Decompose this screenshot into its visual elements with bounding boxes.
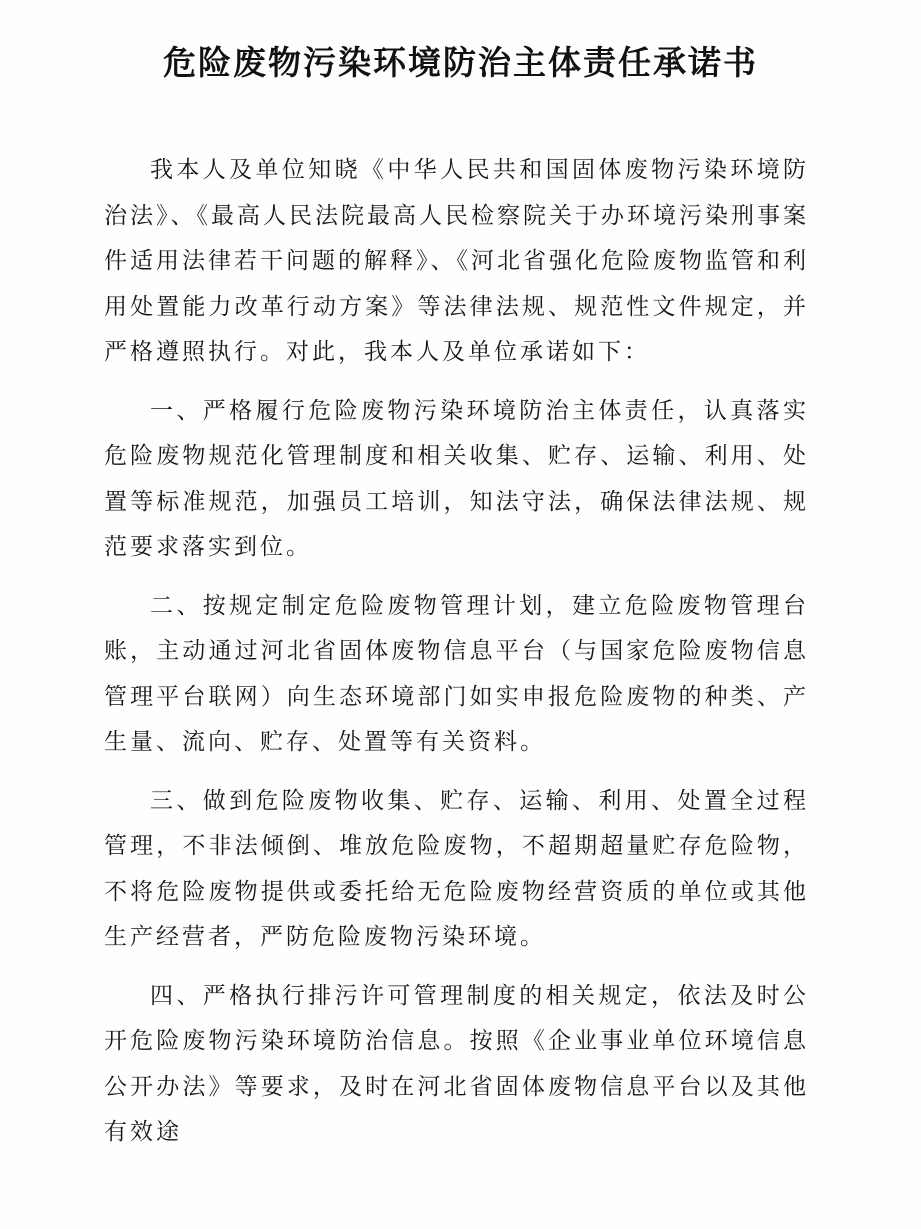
paragraph-commitment-3: 三、做到危险废物收集、贮存、运输、利用、处置全过程管理，不非法倾倒、堆放危险废物，不超期超量贮存危险物，不将危险废物提供或委托给无危险废物经营资质的单位或其他生产经营者，严防危险废物污染环境。 bbox=[104, 787, 809, 950]
paragraph-commitment-2: 二、按规定制定危险废物管理计划，建立危险废物管理台账，主动通过河北省固体废物信息平台（与国家危险废物信息管理平台联网）向生态环境部门如实申报危险废物的种类、产生量、流向、贮存、处置等有关资料。 bbox=[104, 592, 809, 755]
paragraph-commitment-4: 四、严格执行排污许可管理制度的相关规定，依法及时公开危险废物污染环境防治信息。按照《企业事业单位环境信息公开办法》等要求，及时在河北省固体废物信息平台以及其他有效途 bbox=[104, 982, 809, 1145]
document-title: 危险废物污染环境防治主体责任承诺书 bbox=[163, 43, 758, 82]
paragraph-preamble: 我本人及单位知晓《中华人民共和国固体废物污染环境防治法》、《最高人民法院最高人民检察院关于办环境污染刑事案件适用法律若干问题的解释》、《河北省强化危险废物监管和利用处置能力改革行动方案》等法律法规、规范性文件规定，并严格遵照执行。对此，我本人及单位承诺如下： bbox=[104, 157, 809, 365]
paragraph-commitment-1: 一、严格履行危险废物污染环境防治主体责任，认真落实危险废物规范化管理制度和相关收集、贮存、运输、利用、处置等标准规范，加强员工培训，知法守法，确保法律法规、规范要求落实到位。 bbox=[104, 397, 809, 560]
document-body bbox=[104, 148, 809, 1156]
